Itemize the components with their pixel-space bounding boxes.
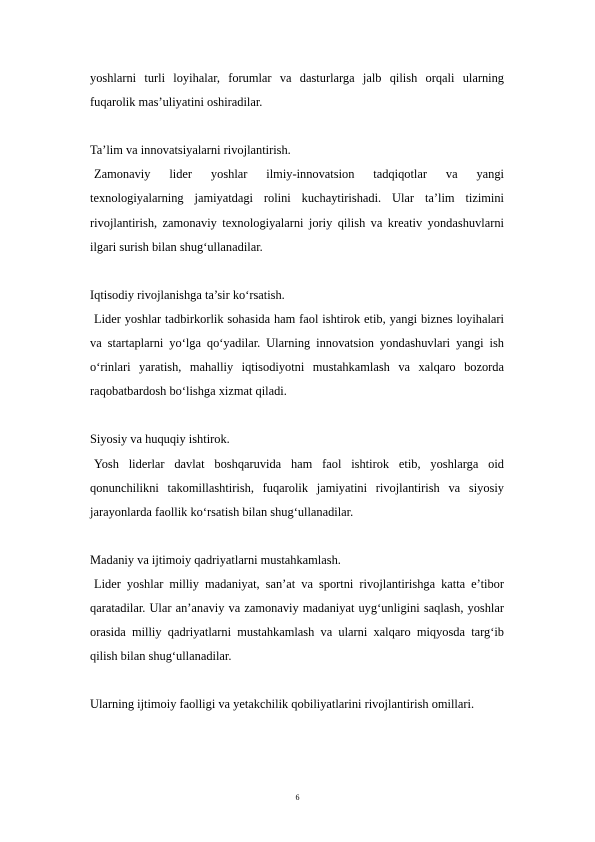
section-text-education: Zamonaviy lider yoshlar ilmiy-innovatsion tadqiqotlar va yangi texnologiyalarning jamiyatdagi rolini kuchaytirishadi. Ular ta’lim tizimini rivojlantirish, zamonaviy texnologiyalarni joriy qilish va kreativ yondashuvlarni ilgari surish bilan shug‘ullanadilar. bbox=[90, 167, 504, 254]
section-heading-economy: Iqtisodiy rivojlanishga ta’sir ko‘rsatish. bbox=[90, 287, 285, 302]
paragraph-gap bbox=[90, 668, 504, 692]
paragraph-gap bbox=[90, 259, 504, 283]
closing-paragraph: Ularning ijtimoiy faolligi va yetakchilik qobiliyatlarini rivojlantirish omillari. bbox=[90, 697, 475, 712]
page-number: 6 bbox=[295, 793, 300, 802]
section-text-economy: Lider yoshlar tadbirkorlik sohasida ham faol ishtirok etib, yangi biznes loyihalari va startaplarni yo‘lga qo‘yadilar. Ularning innovatsion yondashuvlari yangi ish o‘rinlari yaratish, mahalliy iqtisodiyotni mustahkamlash va xalqaro bozorda raqobatbardosh bo‘lishga xizmat qiladi. bbox=[90, 311, 504, 399]
section-text-culture: Lider yoshlar milliy madaniyat, san’at va sportni rivojlantirishga katta e’tibor qaratadilar. Ular an’anaviy va zamonaviy madaniyat uyg‘unligini saqlash, yoshlar orasida milliy qadriyatlarni mustahkamlash va ularni xalqaro miqyosda targ‘ib qilish bilan shug‘ullanadilar. bbox=[90, 576, 504, 664]
intro-paragraph: yoshlarni turli loyihalar, forumlar va dasturlarga jalb qilish orqali ularning fuqarolik mas’uliyatini oshiradilar. bbox=[90, 71, 504, 110]
paragraph-gap bbox=[90, 114, 504, 138]
paragraph-gap bbox=[90, 524, 504, 548]
section-text-politics: Yosh liderlar davlat boshqaruvida ham faol ishtirok etib, yoshlarga oid qonunchilikni takomillashtirish, fuqarolik jamiyatini rivojlantirish va siyosiy jarayonlarda faollik ko‘rsatish bilan shug‘ullanadilar. bbox=[90, 456, 504, 519]
paragraph-gap bbox=[90, 403, 504, 427]
section-heading-politics: Siyosiy va huquqiy ishtirok. bbox=[90, 432, 230, 447]
section-heading-education: Ta’lim va innovatsiyalarni rivojlantirish. bbox=[90, 143, 291, 158]
section-heading-culture: Madaniy va ijtimoiy qadriyatlarni mustahkamlash. bbox=[90, 552, 341, 567]
document-page bbox=[90, 66, 504, 717]
